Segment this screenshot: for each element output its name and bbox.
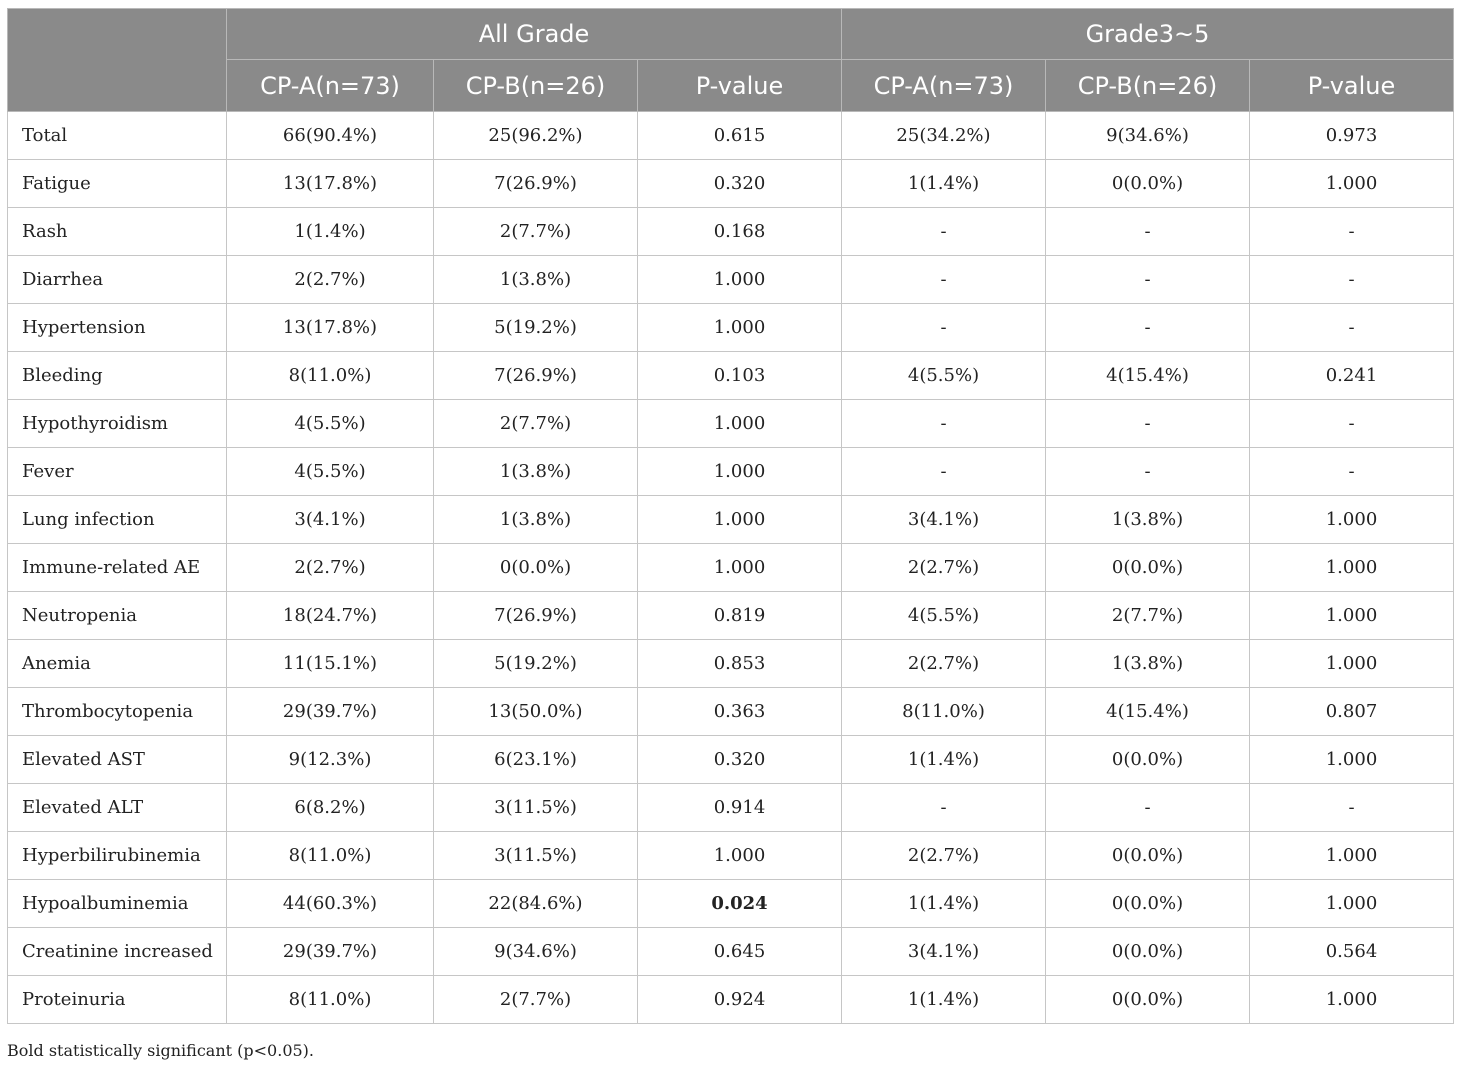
value-cell: 3(11.5%) bbox=[434, 832, 638, 880]
value-cell: 8(11.0%) bbox=[227, 352, 434, 400]
row-label-cell: Total bbox=[8, 112, 227, 160]
value-cell: - bbox=[1046, 400, 1250, 448]
value-cell: 0.564 bbox=[1250, 928, 1454, 976]
value-cell: 5(19.2%) bbox=[434, 304, 638, 352]
value-cell: 2(7.7%) bbox=[434, 208, 638, 256]
table-footnote: Bold statistically significant (p<0.05). bbox=[7, 1041, 315, 1060]
table-row bbox=[8, 880, 1454, 928]
row-label-cell: Bleeding bbox=[8, 352, 227, 400]
table-row bbox=[8, 208, 1454, 256]
value-cell: 1.000 bbox=[1250, 160, 1454, 208]
row-label-cell: Fever bbox=[8, 448, 227, 496]
value-cell: - bbox=[1046, 784, 1250, 832]
group-header-all-grade: All Grade bbox=[227, 9, 842, 60]
value-cell: 5(19.2%) bbox=[434, 640, 638, 688]
row-label-cell: Anemia bbox=[8, 640, 227, 688]
value-cell: 0.973 bbox=[1250, 112, 1454, 160]
table-row bbox=[8, 160, 1454, 208]
value-cell: - bbox=[1250, 304, 1454, 352]
value-cell: - bbox=[1046, 448, 1250, 496]
value-cell: 1.000 bbox=[638, 832, 842, 880]
value-cell: 0.807 bbox=[1250, 688, 1454, 736]
value-cell: 22(84.6%) bbox=[434, 880, 638, 928]
value-cell: 29(39.7%) bbox=[227, 928, 434, 976]
row-label-cell: Elevated AST bbox=[8, 736, 227, 784]
row-label-cell: Elevated ALT bbox=[8, 784, 227, 832]
table-header bbox=[8, 9, 1454, 112]
value-cell: 3(4.1%) bbox=[842, 928, 1046, 976]
value-cell: 0.241 bbox=[1250, 352, 1454, 400]
row-label-cell: Neutropenia bbox=[8, 592, 227, 640]
value-cell: - bbox=[842, 304, 1046, 352]
table-body bbox=[8, 112, 1454, 1024]
value-cell: 0.320 bbox=[638, 160, 842, 208]
value-cell: 0(0.0%) bbox=[1046, 736, 1250, 784]
table-row bbox=[8, 736, 1454, 784]
value-cell: - bbox=[842, 256, 1046, 304]
table-row bbox=[8, 352, 1454, 400]
value-cell: 0.924 bbox=[638, 976, 842, 1024]
value-cell: 0.168 bbox=[638, 208, 842, 256]
value-cell: 4(15.4%) bbox=[1046, 688, 1250, 736]
value-cell: 18(24.7%) bbox=[227, 592, 434, 640]
value-cell: 9(34.6%) bbox=[1046, 112, 1250, 160]
row-label-cell: Diarrhea bbox=[8, 256, 227, 304]
row-label-cell: Lung infection bbox=[8, 496, 227, 544]
column-header-all-grade-cp-a: CP-A(n=73) bbox=[227, 60, 434, 112]
value-cell: - bbox=[1250, 448, 1454, 496]
column-header-grade-3-5-p-value: P-value bbox=[1250, 60, 1454, 112]
value-cell: 7(26.9%) bbox=[434, 592, 638, 640]
value-cell: 1(1.4%) bbox=[842, 976, 1046, 1024]
column-header-grade-3-5-cp-a: CP-A(n=73) bbox=[842, 60, 1046, 112]
value-cell: 1.000 bbox=[638, 448, 842, 496]
value-cell: 29(39.7%) bbox=[227, 688, 434, 736]
table-row bbox=[8, 448, 1454, 496]
column-header-all-grade-p-value: P-value bbox=[638, 60, 842, 112]
row-label-cell: Hyperbilirubinemia bbox=[8, 832, 227, 880]
row-label-cell: Hypothyroidism bbox=[8, 400, 227, 448]
value-cell: 1.000 bbox=[1250, 880, 1454, 928]
value-cell: - bbox=[842, 448, 1046, 496]
value-cell: 1(1.4%) bbox=[227, 208, 434, 256]
value-cell: 44(60.3%) bbox=[227, 880, 434, 928]
value-cell: 0.819 bbox=[638, 592, 842, 640]
row-label-cell: Fatigue bbox=[8, 160, 227, 208]
row-label-cell: Rash bbox=[8, 208, 227, 256]
value-cell: - bbox=[842, 400, 1046, 448]
value-cell: 1.000 bbox=[1250, 832, 1454, 880]
value-cell: - bbox=[842, 784, 1046, 832]
value-cell: 0(0.0%) bbox=[434, 544, 638, 592]
value-cell: 4(5.5%) bbox=[842, 352, 1046, 400]
value-cell: 25(96.2%) bbox=[434, 112, 638, 160]
value-cell: 1.000 bbox=[1250, 496, 1454, 544]
row-label-cell: Thrombocytopenia bbox=[8, 688, 227, 736]
value-cell: 0(0.0%) bbox=[1046, 928, 1250, 976]
value-cell: 6(8.2%) bbox=[227, 784, 434, 832]
value-cell: 11(15.1%) bbox=[227, 640, 434, 688]
value-cell: 1.000 bbox=[1250, 976, 1454, 1024]
table-row bbox=[8, 976, 1454, 1024]
value-cell: - bbox=[1250, 256, 1454, 304]
table-row bbox=[8, 304, 1454, 352]
table-row bbox=[8, 592, 1454, 640]
adverse-events-table-container bbox=[7, 8, 1453, 1024]
value-cell: 2(2.7%) bbox=[842, 832, 1046, 880]
value-cell: 0.103 bbox=[638, 352, 842, 400]
value-cell: 2(7.7%) bbox=[434, 976, 638, 1024]
value-cell: 0.853 bbox=[638, 640, 842, 688]
value-cell: 2(7.7%) bbox=[434, 400, 638, 448]
value-cell: 0.024 bbox=[638, 880, 842, 928]
value-cell: - bbox=[1250, 208, 1454, 256]
value-cell: 1(1.4%) bbox=[842, 160, 1046, 208]
table-row bbox=[8, 112, 1454, 160]
column-header-all-grade-cp-b: CP-B(n=26) bbox=[434, 60, 638, 112]
value-cell: 0.320 bbox=[638, 736, 842, 784]
value-cell: 1.000 bbox=[1250, 736, 1454, 784]
value-cell: 1.000 bbox=[638, 496, 842, 544]
row-label-cell: Proteinuria bbox=[8, 976, 227, 1024]
value-cell: 6(23.1%) bbox=[434, 736, 638, 784]
value-cell: - bbox=[1046, 304, 1250, 352]
value-cell: 1(3.8%) bbox=[1046, 640, 1250, 688]
table-row bbox=[8, 496, 1454, 544]
table-row bbox=[8, 256, 1454, 304]
value-cell: 0.363 bbox=[638, 688, 842, 736]
value-cell: 4(5.5%) bbox=[227, 448, 434, 496]
value-cell: 4(15.4%) bbox=[1046, 352, 1250, 400]
value-cell: - bbox=[1046, 256, 1250, 304]
value-cell: - bbox=[1046, 208, 1250, 256]
value-cell: 2(7.7%) bbox=[1046, 592, 1250, 640]
table-row bbox=[8, 688, 1454, 736]
table-row bbox=[8, 832, 1454, 880]
value-cell: 7(26.9%) bbox=[434, 352, 638, 400]
value-cell: 2(2.7%) bbox=[842, 544, 1046, 592]
value-cell: 9(34.6%) bbox=[434, 928, 638, 976]
value-cell: 1(1.4%) bbox=[842, 880, 1046, 928]
value-cell: 1.000 bbox=[638, 256, 842, 304]
value-cell: 7(26.9%) bbox=[434, 160, 638, 208]
row-label-cell: Immune-related AE bbox=[8, 544, 227, 592]
table-row bbox=[8, 544, 1454, 592]
table-row bbox=[8, 400, 1454, 448]
value-cell: 3(4.1%) bbox=[842, 496, 1046, 544]
value-cell: 1.000 bbox=[1250, 640, 1454, 688]
value-cell: 1(3.8%) bbox=[1046, 496, 1250, 544]
value-cell: 1(3.8%) bbox=[434, 256, 638, 304]
group-header-grade-3-5: Grade3~5 bbox=[842, 9, 1454, 60]
value-cell: 1(1.4%) bbox=[842, 736, 1046, 784]
table-row bbox=[8, 928, 1454, 976]
value-cell: 3(4.1%) bbox=[227, 496, 434, 544]
value-cell: 4(5.5%) bbox=[842, 592, 1046, 640]
value-cell: 1(3.8%) bbox=[434, 496, 638, 544]
table-row bbox=[8, 784, 1454, 832]
value-cell: 25(34.2%) bbox=[842, 112, 1046, 160]
value-cell: - bbox=[1250, 784, 1454, 832]
row-label-cell: Hypoalbuminemia bbox=[8, 880, 227, 928]
value-cell: 8(11.0%) bbox=[227, 832, 434, 880]
value-cell: 13(50.0%) bbox=[434, 688, 638, 736]
table-row bbox=[8, 640, 1454, 688]
value-cell: 13(17.8%) bbox=[227, 160, 434, 208]
value-cell: 1(3.8%) bbox=[434, 448, 638, 496]
value-cell: 2(2.7%) bbox=[227, 544, 434, 592]
value-cell: 1.000 bbox=[638, 400, 842, 448]
value-cell: 4(5.5%) bbox=[227, 400, 434, 448]
value-cell: 66(90.4%) bbox=[227, 112, 434, 160]
adverse-events-table bbox=[7, 8, 1454, 1024]
value-cell: 0(0.0%) bbox=[1046, 976, 1250, 1024]
value-cell: - bbox=[1250, 400, 1454, 448]
value-cell: 0.914 bbox=[638, 784, 842, 832]
value-cell: 1.000 bbox=[1250, 544, 1454, 592]
corner-header-cell bbox=[8, 9, 227, 112]
value-cell: 13(17.8%) bbox=[227, 304, 434, 352]
value-cell: 0.645 bbox=[638, 928, 842, 976]
value-cell: 0(0.0%) bbox=[1046, 880, 1250, 928]
value-cell: 0(0.0%) bbox=[1046, 544, 1250, 592]
value-cell: 0(0.0%) bbox=[1046, 160, 1250, 208]
value-cell: 8(11.0%) bbox=[842, 688, 1046, 736]
value-cell: - bbox=[842, 208, 1046, 256]
value-cell: 1.000 bbox=[638, 544, 842, 592]
value-cell: 0.615 bbox=[638, 112, 842, 160]
row-label-cell: Creatinine increased bbox=[8, 928, 227, 976]
value-cell: 2(2.7%) bbox=[842, 640, 1046, 688]
value-cell: 0(0.0%) bbox=[1046, 832, 1250, 880]
column-header-grade-3-5-cp-b: CP-B(n=26) bbox=[1046, 60, 1250, 112]
value-cell: 1.000 bbox=[638, 304, 842, 352]
value-cell: 1.000 bbox=[1250, 592, 1454, 640]
group-header-row bbox=[8, 9, 1454, 60]
value-cell: 8(11.0%) bbox=[227, 976, 434, 1024]
row-label-cell: Hypertension bbox=[8, 304, 227, 352]
value-cell: 2(2.7%) bbox=[227, 256, 434, 304]
value-cell: 9(12.3%) bbox=[227, 736, 434, 784]
value-cell: 3(11.5%) bbox=[434, 784, 638, 832]
